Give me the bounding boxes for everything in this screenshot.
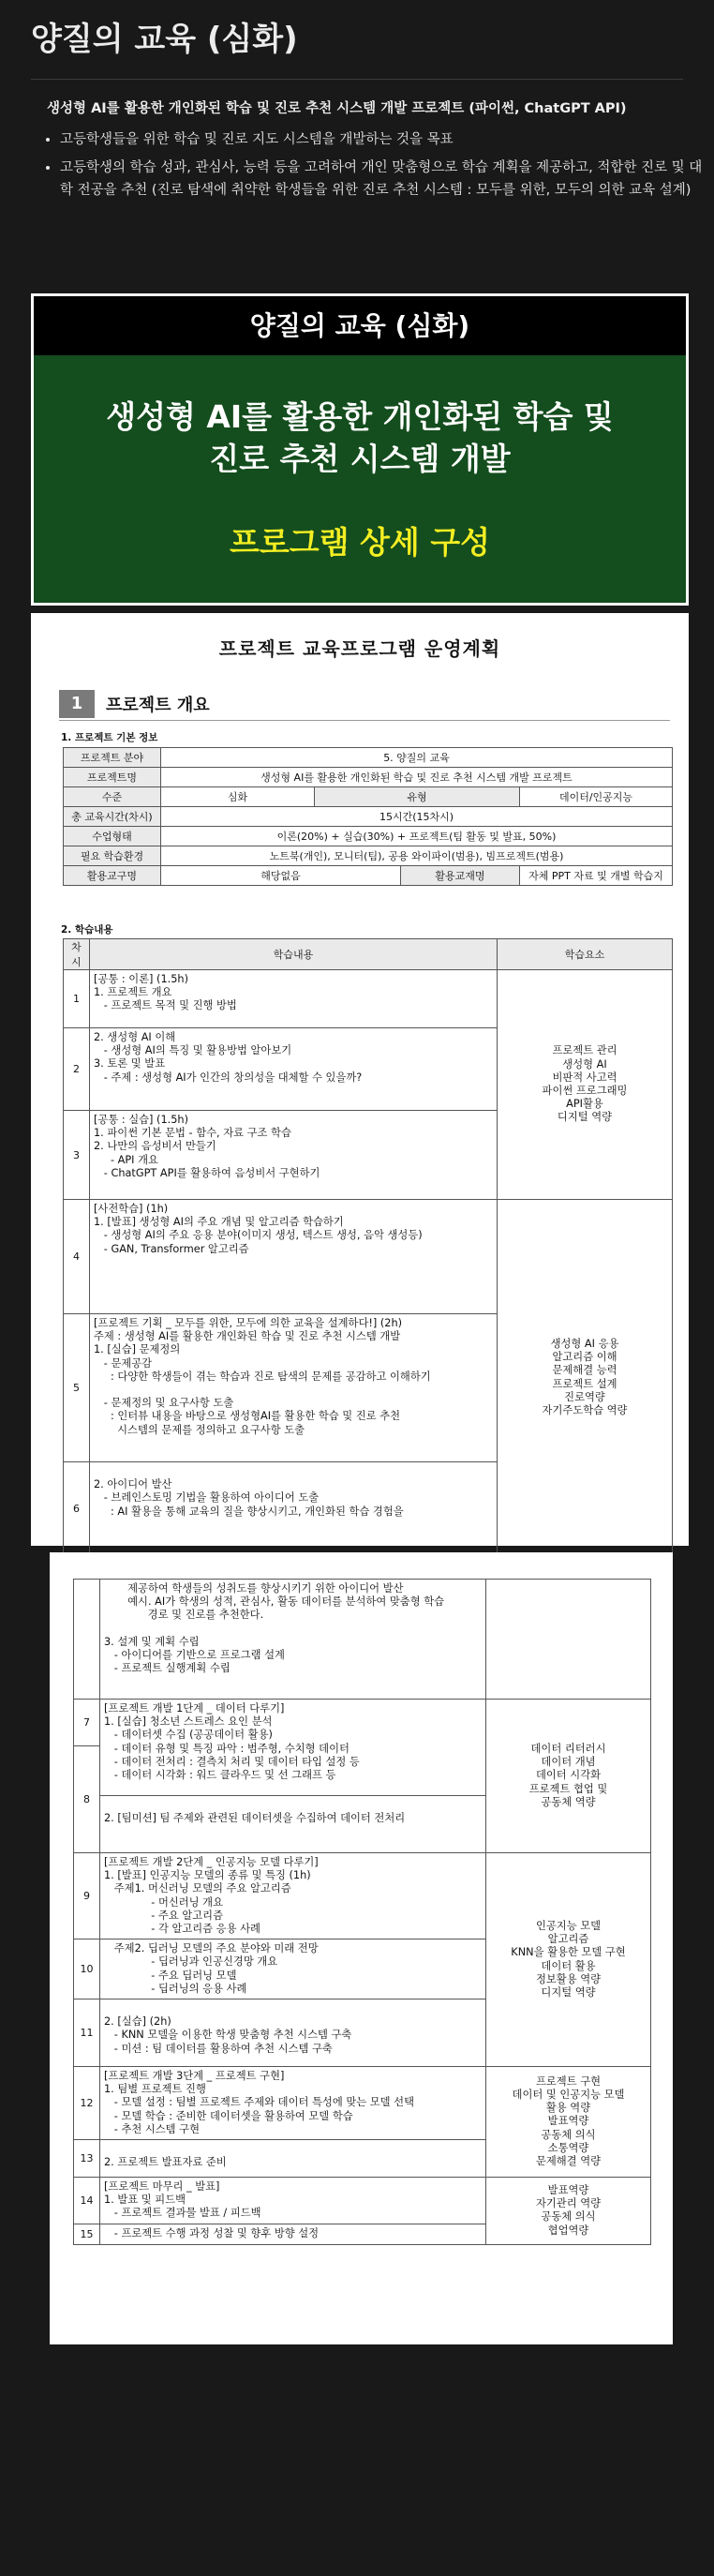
session-number: 5 [64, 1314, 90, 1462]
learning-elements: 발표역량 자기관리 역량 공동체 의식 협업역량 [486, 2178, 651, 2245]
session-content: 2. 프로젝트 발표자료 준비 [100, 2140, 486, 2178]
info-value: 15시간(15차시) [161, 807, 673, 827]
session-content: 2. 아이디어 발산 - 브레인스토밍 기법을 활용하여 아이디어 도출 : AI 활용을 통해 교육의 질을 향상시키고, 개인화된 학습 경험을 [90, 1462, 498, 1556]
info-label: 프로젝트 분야 [64, 748, 161, 768]
project-intro: 생성형 AI를 활용한 개인화된 학습 및 진로 추천 시스템 개발 프로젝트 (파이썬, ChatGPT API) [47, 101, 627, 116]
info-value: 심화 [161, 787, 315, 807]
session-content: 2. 생성형 AI 이해 - 생성형 AI의 특징 및 활용방법 알아보기 3. 토론 및 발표 - 주제 : 생성형 AI가 인간의 창의성을 대체할 수 있을까? [90, 1028, 498, 1111]
info-label: 활용교구명 [64, 866, 161, 886]
info-label: 수업형태 [64, 827, 161, 846]
session-number: 14 [74, 2178, 100, 2224]
slide-body [34, 355, 686, 603]
session-content: [프로젝트 마무리 _ 발표] 1. 발표 및 피드백 - 프로젝트 결과물 발표 / 피드백 [100, 2178, 486, 2224]
session-number: 4 [64, 1200, 90, 1314]
section-title: 프로젝트 개요 [106, 696, 210, 715]
title-divider [31, 79, 683, 80]
session-number: 11 [74, 1999, 100, 2067]
session-number: 10 [74, 1939, 100, 1999]
info-value: 이론(20%) + 실습(30%) + 프로젝트(팀 활동 및 발표, 50%) [161, 827, 673, 846]
slide-header: 양질의 교육 (심화) [34, 296, 686, 355]
section-number: 1 [59, 690, 95, 718]
learning-elements: 프로젝트 관리 생성형 AI 비판적 사고력 파이썬 프로그래밍 API활용 디지털 역량 [498, 970, 673, 1200]
learning-elements: 인공지능 모델 알고리즘 KNN을 활용한 모델 구현 데이터 활용 정보활용 역량 디지털 역량 [486, 1853, 651, 2067]
basic-info-table [63, 747, 673, 886]
cover-slide [31, 293, 689, 606]
goal-list [36, 129, 707, 208]
session-number [74, 1580, 100, 1700]
learning-elements: 프로젝트 구현 데이터 및 인공지능 모델 활용 역량 발표역량 공동체 의식 소통역량 문제해결 역량 [486, 2067, 651, 2178]
goal-item: • 고등학생들을 위한 학습 및 진로 지도 시스템을 개발하는 것을 목표 [60, 129, 707, 152]
session-number: 8 [74, 1746, 100, 1853]
basic-info-label: 1. 프로젝트 기본 정보 [61, 732, 158, 743]
slide-program-label: 프로그램 상세 구성 [229, 524, 490, 561]
session-number: 3 [64, 1111, 90, 1200]
session-number: 12 [74, 2067, 100, 2140]
info-label: 유형 [315, 787, 520, 807]
content-label: 2. 학습내용 [61, 924, 113, 936]
schedule-table-2 [73, 1579, 651, 2245]
learning-elements: 데이터 리터러시 데이터 개념 데이터 시각화 프로젝트 협업 및 공동체 역량 [486, 1700, 651, 1853]
session-number: 6 [64, 1462, 90, 1556]
session-content: - 프로젝트 수행 과정 성찰 및 향후 방향 설정 [100, 2224, 486, 2244]
info-value: 노트북(개인), 모니터(팀), 공용 와이파이(범용), 빔프로젝트(범용) [161, 846, 673, 866]
session-content: 2. [실습] (2h) - KNN 모델을 이용한 학생 맞춤형 추천 시스템 구축 - 미션 : 팀 데이터를 활용하여 추천 시스템 구축 [100, 1999, 486, 2067]
slide-subtitle-line: 진로 추천 시스템 개발 [209, 440, 511, 477]
info-label: 필요 학습환경 [64, 846, 161, 866]
session-content: 주제2. 딥러닝 모델의 주요 분야와 미래 전망 - 딥러닝과 인공신경망 개요 - 주요 딥러닝 모델 - 딥러닝의 응용 사례 [100, 1939, 486, 1999]
session-number: 15 [74, 2224, 100, 2244]
session-content: [공통 : 이론] (1.5h) 1. 프로젝트 개요 - 프로젝트 목적 및 진행 방법 [90, 970, 498, 1028]
info-label: 활용교재명 [401, 866, 520, 886]
session-content: [공통 : 실습] (1.5h) 1. 파이썬 기본 문법 - 함수, 자료 구조 학습 2. 나만의 음성비서 만들기 - API 개요 - ChatGPT API를 활용하여 음성비서 구현하기 [90, 1111, 498, 1200]
session-content: 제공하여 학생들의 성취도를 향상시키기 위한 아이디어 발산 예시. AI가 학생의 성적, 관심사, 활동 데이터를 분석하여 맞춤형 학습 경로 및 진로를 추천한다. 3. 설계 및 계획 수립 - 아이디어를 기반으로 프로그램 설계 - 프로젝트 실행계획 수립 [100, 1580, 486, 1700]
page-title: 양질의 교육 (심화) [31, 21, 298, 58]
info-value: 데이터/인공지능 [520, 787, 673, 807]
col-header: 학습내용 [90, 939, 498, 970]
learning-elements: 생성형 AI 응용 알고리즘 이해 문제해결 능력 프로젝트 설계 진로역량 자기주도학습 역량 [498, 1200, 673, 1556]
info-label: 프로젝트명 [64, 768, 161, 787]
document-title: 프로젝트 교육프로그램 운영계획 [218, 637, 501, 660]
goal-item: • 고등학생의 학습 성과, 관심사, 능력 등을 고려하여 개인 맞춤형으로 학습 계획을 제공하고, 적합한 진로 및 대학 전공을 추천 (진로 탐색에 취약한 학생들을 위한 진로 추천 시스템 : 모두를 위한, 모두의 의한 교육 설계) [60, 157, 707, 202]
col-header: 학습요소 [498, 939, 673, 970]
session-content: [프로젝트 개발 1단계 _ 데이터 다루기] 1. [실습] 청소년 스트레스 요인 분석 - 데이터셋 수집 (공공데이터 활용) - 데이터 유형 및 특징 파악 : 범주형, 수치형 데이터 - 데이터 전처리 : 결측치 처리 및 데이터 타입 설정 등 - 데이터 시각화 : 워드 클라우드 및 선 그래프 등 [100, 1700, 486, 1796]
slide-subtitle [34, 397, 686, 480]
schedule-table-1 [63, 938, 673, 1556]
col-header: 차시 [64, 939, 90, 970]
info-value: 해당없음 [161, 866, 401, 886]
session-content: [사전학습] (1h) 1. [발표] 생성형 AI의 주요 개념 및 알고리즘 학습하기 - 생성형 AI의 주요 응용 분야(이미지 생성, 텍스트 생성, 음악 생성등) - GAN, Transformer 알고리즘 [90, 1200, 498, 1314]
document-page-1 [31, 613, 689, 1546]
session-content: [프로젝트 기획 _ 모두를 위한, 모두에 의한 교육을 설계하다!] (2h) 주제 : 생성형 AI를 활용한 개인화된 학습 및 진로 추천 시스템 개발 1. [실습] 문제정의 - 문제공감 : 다양한 학생들이 겪는 학습과 진로 탐색의 문제를 공감하고 이해하기 - 문제정의 및 요구사항 도출 : 인터뷰 내용을 바탕으로 생성형AI를 활용한 학습 및 진로 추천 시스템의 문제를 정의하고 요구사항 도출 [90, 1314, 498, 1462]
session-content: [프로젝트 개발 3단계 _ 프로젝트 구현] 1. 팀별 프로젝트 진행 - 모델 설정 : 팀별 프로젝트 주제와 데이터 특성에 맞는 모델 선택 - 모델 학습 : 준비한 데이터셋을 활용하여 모델 학습 - 추천 시스템 구현 [100, 2067, 486, 2140]
info-value: 생성형 AI를 활용한 개인화된 학습 및 진로 추천 시스템 개발 프로젝트 [161, 768, 673, 787]
session-number: 9 [74, 1853, 100, 1939]
session-content: 2. [팀미션] 팀 주제와 관련된 데이터셋을 수집하여 데이터 전처리 [100, 1796, 486, 1853]
section-header [59, 690, 670, 721]
session-number: 1 [64, 970, 90, 1028]
info-label: 총 교육시간(차시) [64, 807, 161, 827]
info-label: 수준 [64, 787, 161, 807]
slide-subtitle-line: 생성형 AI를 활용한 개인화된 학습 및 [106, 398, 614, 435]
document-page-2 [50, 1552, 673, 2344]
info-value: 5. 양질의 교육 [161, 748, 673, 768]
learning-elements [486, 1580, 651, 1700]
session-number: 2 [64, 1028, 90, 1111]
session-content: [프로젝트 개발 2단계 _ 인공지능 모델 다루기] 1. [발표] 인공지능 모델의 종류 및 특징 (1h) 주제1. 머신러닝 모델의 주요 알고리즘 - 머신러닝 개요 - 주요 알고리즘 - 각 알고리즘 응용 사례 [100, 1853, 486, 1939]
session-number: 13 [74, 2140, 100, 2178]
info-value: 자체 PPT 자료 및 개별 학습지 [520, 866, 673, 886]
session-number: 7 [74, 1700, 100, 1746]
